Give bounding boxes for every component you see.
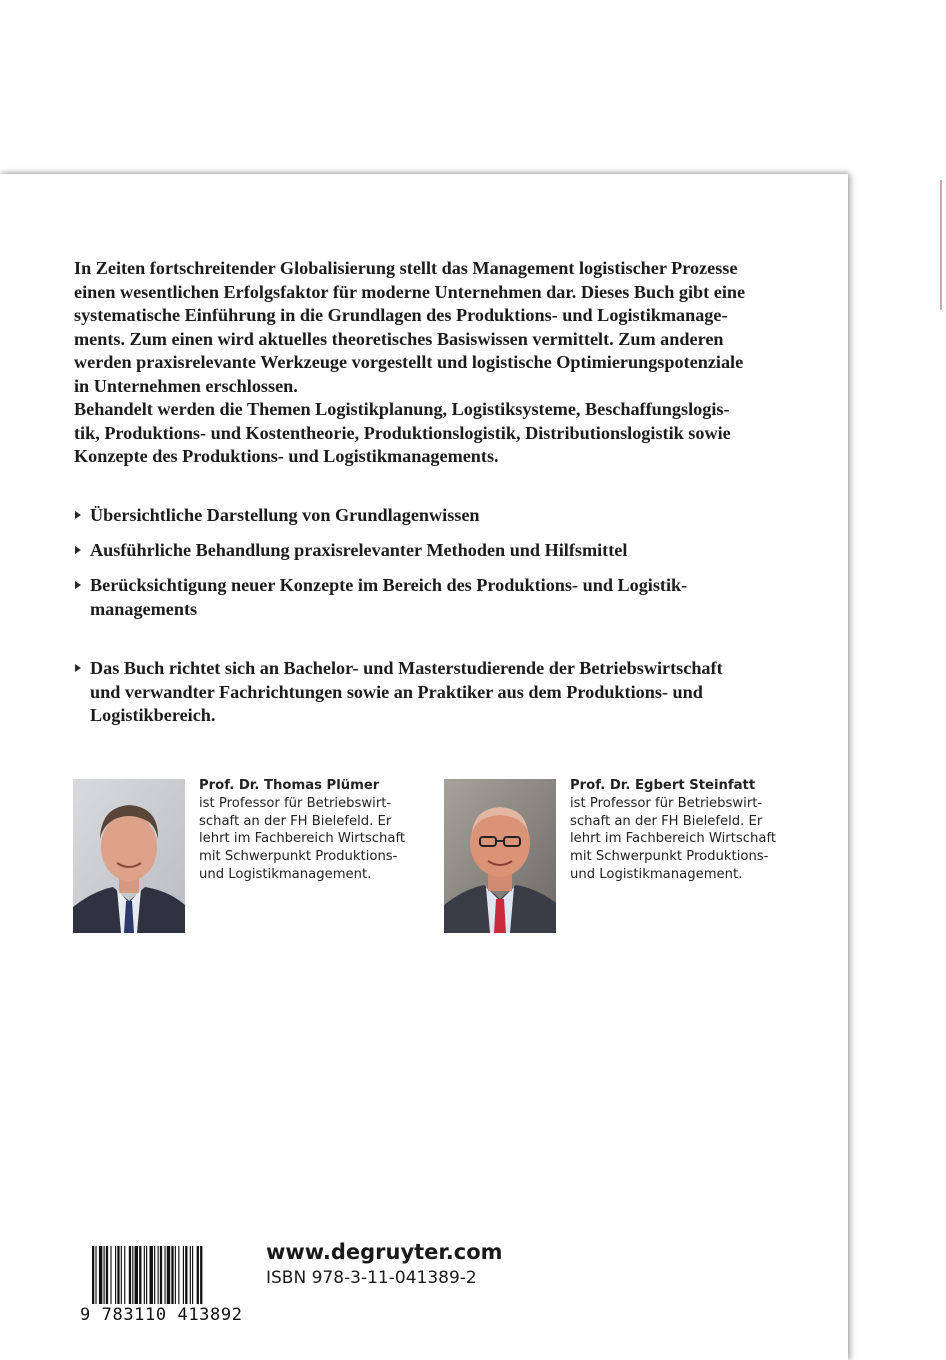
barcode-bar (197, 1246, 199, 1304)
author-bio-line: mit Schwerpunkt Produktions- (199, 849, 398, 865)
blurb-line: ments. Zum einen wird aktuelles theoretisches Basiswissen vermittelt. Zum anderen (74, 328, 724, 349)
blurb-line: systematische Einführung in die Grundlagen des Produktions- und Logistikmanage- (74, 305, 728, 325)
barcode-digits: 9 783110 413892 (80, 1305, 243, 1325)
barcode-bar (178, 1246, 179, 1304)
author-bio-line: schaft an der FH Bielefeld. Er (199, 813, 392, 829)
author-name: Prof. Dr. Egbert Steinfatt (570, 778, 756, 793)
barcode-bar (132, 1246, 133, 1304)
barcode-bar (175, 1246, 176, 1304)
barcode-bar (160, 1246, 162, 1304)
barcode-bar (154, 1246, 155, 1304)
barcode-bar (104, 1246, 105, 1304)
barcode-bar (164, 1246, 165, 1304)
barcode-bar (183, 1246, 184, 1304)
audience-note (74, 657, 804, 739)
blurb-line: in Unternehmen erschlossen. (74, 375, 298, 396)
author-name: Prof. Dr. Thomas Plümer (199, 778, 380, 793)
isbn-number: ISBN 978-3-11-041389-2 (266, 1268, 477, 1288)
author-bio-line: mit Schwerpunkt Produktions- (570, 849, 769, 865)
barcode-bar (158, 1246, 159, 1304)
author-bio-line: lehrt im Fachbereich Wirtschaft (570, 831, 777, 847)
author-bio-line: ist Professor für Betriebswirt- (570, 795, 763, 811)
author-bio-line: schaft an der FH Bielefeld. Er (570, 813, 763, 829)
bullet-triangle-icon (75, 664, 81, 672)
author-bio-line: und Logistikmanagement. (199, 866, 372, 882)
barcode-bar (121, 1246, 122, 1304)
blurb-line: einen wesentlichen Erfolgsfaktor für moderne Unternehmen dar. Dieses Buch gibt eine (74, 281, 746, 302)
barcode-bar (95, 1246, 96, 1304)
barcode-bar (150, 1246, 153, 1304)
barcode-bar (110, 1246, 111, 1304)
barcode-bar (146, 1246, 147, 1304)
barcode-bar (106, 1246, 108, 1304)
barcode-bar (135, 1246, 138, 1304)
author-photo-steinfatt (444, 779, 556, 933)
barcode-bar (190, 1246, 191, 1304)
author-photo-pluemer (73, 779, 185, 933)
bullet-triangle-icon (75, 581, 81, 589)
barcode-bar (99, 1246, 102, 1304)
barcode-bar (117, 1246, 119, 1304)
author-bio-line: lehrt im Fachbereich Wirtschaft (199, 831, 406, 847)
blurb-line: werden praxisrelevante Werkzeuge vorgestellt und logistische Optimierungspotenziale (74, 352, 744, 372)
author-bio-line: ist Professor für Betriebswirt- (199, 795, 392, 811)
barcode-bar (144, 1246, 145, 1304)
description-blurb (74, 257, 804, 469)
barcode-bar (192, 1246, 193, 1304)
bullet-triangle-icon (75, 546, 81, 554)
barcode-bar (92, 1246, 94, 1304)
feature-item: Übersichtliche Darstellung von Grundlagenwissen (74, 504, 804, 528)
publisher-website[interactable]: www.degruyter.com (266, 1240, 503, 1264)
feature-list (74, 504, 804, 633)
barcode-bar (167, 1246, 170, 1304)
feature-item: Berücksichtigung neuer Konzepte im Bereich des Produktions- und Logistik- managements (74, 574, 804, 621)
barcode-bar (124, 1246, 125, 1304)
bullet-triangle-icon (75, 511, 81, 519)
blurb-line: tik, Produktions- und Kostentheorie, Produktionslogistik, Distributionslogistik sowie (74, 422, 731, 443)
barcode-bar (171, 1246, 173, 1304)
feature-item: Ausführliche Behandlung praxisrelevanter Methoden und Hilfsmittel (74, 539, 804, 563)
barcode-bar (139, 1246, 141, 1304)
blurb-line: Konzepte des Produktions- und Logistikmanagements. (74, 446, 499, 466)
author-info-steinfatt (570, 777, 776, 884)
blurb-line: In Zeiten fortschreitender Globalisierung stellt das Management logistischer Prozesse (74, 258, 738, 278)
blurb-line: Behandelt werden die Themen Logistikplanung, Logistiksysteme, Beschaffungslogis- (74, 399, 730, 419)
barcode-bar (115, 1246, 116, 1304)
barcode-bar (200, 1246, 202, 1304)
audience-item: Das Buch richtet sich an Bachelor- und Masterstudierende der Betriebswirtschaft und verwandter Fachrichtungen sowie an Praktiker aus dem Produktions- und Logistikbereich. (74, 657, 804, 728)
barcode-bar (185, 1246, 187, 1304)
author-info-pluemer (199, 777, 405, 884)
barcode-bar (129, 1246, 131, 1304)
author-bio-line: und Logistikmanagement. (570, 866, 743, 882)
adjacent-page-edge (940, 180, 942, 310)
